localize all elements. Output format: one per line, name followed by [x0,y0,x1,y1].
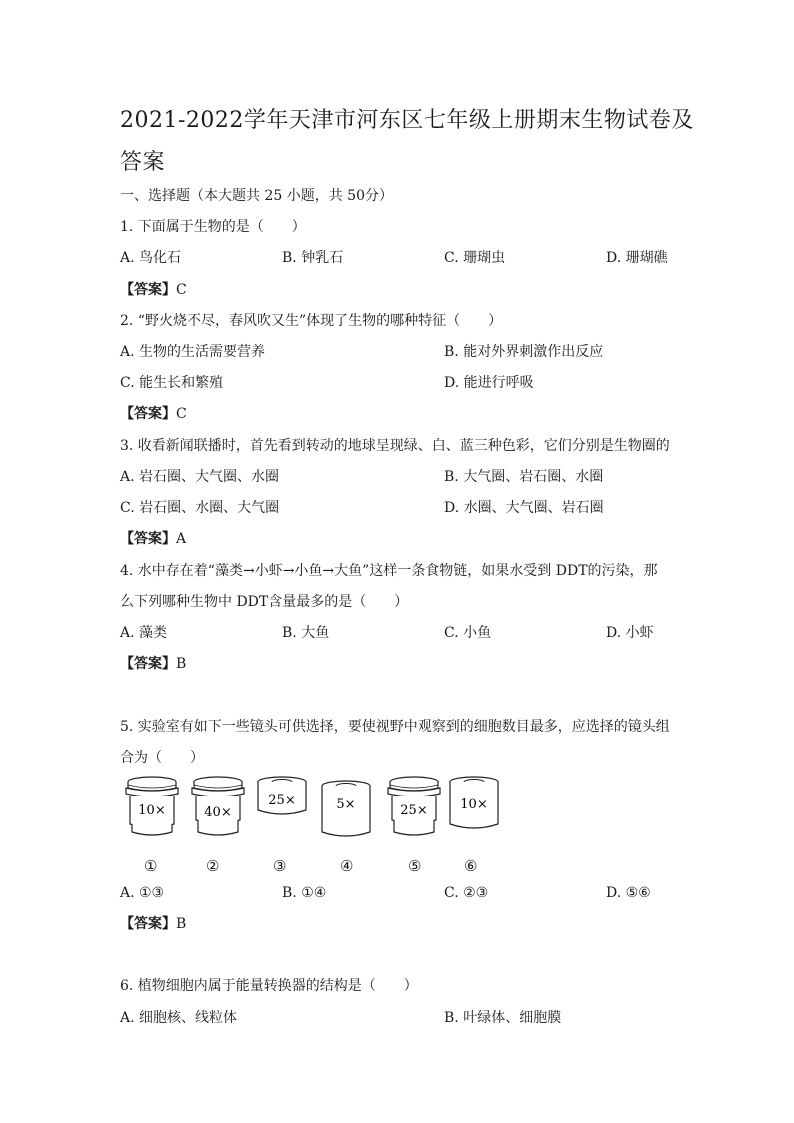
objective-lens-icon [254,774,310,822]
lens-number-4: ④ [340,857,354,875]
q3-option-b: B. 大气圈、岩石圈、水圈 [444,469,604,485]
document-title: 2021-2022学年天津市河东区七年级上册期末生物试卷及答案 [120,108,694,175]
q3-option-a: A. 岩石圈、大气圈、水圈 [120,469,280,485]
q3-answer-value: A [176,531,187,547]
q5-answer-value: B [176,916,187,932]
question-4-stem-cont: 么下列哪种生物中 DDT含量最多的是（ ） [120,594,409,610]
lens-6-label: 10× [460,797,488,812]
q4-option-c: C. 小鱼 [444,625,492,641]
answer-label: 【答案】 [120,406,176,422]
q5-option-b: B. ①④ [282,885,327,901]
question-5-stem: 5. 实验室有如下一些镜头可供选择，要使视野中观察到的细胞数目最多，应选择的镜头组 [120,719,670,735]
q5-option-d: D. ⑤⑥ [606,885,651,901]
q4-option-d: D. 小虾 [606,625,654,641]
objective-lens-icon [318,778,374,842]
q5-option-c: C. ②③ [444,885,489,901]
q2-answer-value: C [176,406,187,422]
section-heading: 一、选择题（本大题共 25 小题，共 50分） [120,188,393,204]
q1-option-c: C. 珊瑚虫 [444,250,506,266]
lens-number-2: ② [206,857,220,875]
objective-lens-icon [446,774,502,838]
q6-option-b: B. 叶绿体、细胞膜 [444,1010,562,1026]
answer-label: 【答案】 [120,282,176,298]
lens-number-1: ① [144,857,158,875]
lens-figure [118,774,518,844]
q2-option-b: B. 能对外界刺激作出反应 [444,344,604,360]
lens-number-5: ⑤ [408,857,422,875]
q4-answer-value: B [176,656,187,672]
lens-5-label: 25× [400,803,428,818]
lens-1-label: 10× [138,803,166,818]
q5-answer [120,914,186,934]
question-2-stem: 2. “野火烧不尽，春风吹又生”体现了生物的哪种特征（ ） [120,313,503,329]
q1-option-a: A. 鸟化石 [120,250,182,266]
q6-option-a: A. 细胞核、线粒体 [120,1010,238,1026]
lens-3-label: 25× [268,793,296,808]
lens-number-3: ③ [273,857,287,875]
q2-answer [120,404,187,424]
q3-option-c: C. 岩石圈、水圈、大气圈 [120,500,280,516]
q3-option-d: D. 水圈、大气圈、岩石圈 [444,500,604,516]
question-5-stem-cont: 合为（ ） [120,750,204,766]
q3-answer [120,529,186,549]
q2-option-d: D. 能进行呼吸 [444,375,534,391]
q1-option-b: B. 钟乳石 [282,250,344,266]
q1-answer [120,280,187,300]
question-6-stem: 6. 植物细胞内属于能量转换器的结构是（ ） [120,978,418,994]
q1-option-d: D. 珊瑚礁 [606,250,668,266]
answer-label: 【答案】 [120,656,176,672]
q4-answer [120,654,186,674]
q5-option-a: A. ①③ [120,885,165,901]
q2-option-a: A. 生物的生活需要营养 [120,344,266,360]
question-3-stem: 3. 收看新闻联播时，首先看到转动的地球呈现绿、白、蓝三种色彩，它们分别是生物圈的 [120,438,670,454]
eyepiece-lens-icon [122,774,182,838]
eyepiece-lens-icon [384,774,444,838]
q1-answer-value: C [176,282,187,298]
answer-label: 【答案】 [120,531,176,547]
lens-number-6: ⑥ [464,857,478,875]
q4-option-b: B. 大鱼 [282,625,330,641]
q2-option-c: C. 能生长和繁殖 [120,375,224,391]
lens-4-label: 5× [336,797,356,812]
lens-2-label: 40× [204,805,232,820]
question-4-stem: 4. 水中存在着“藻类→小虾→小鱼→大鱼”这样一条食物链，如果水受到 DDT的污染，那 [120,563,658,579]
answer-label: 【答案】 [120,916,176,932]
eyepiece-lens-icon [188,774,248,838]
q4-option-a: A. 藻类 [120,625,168,641]
question-1-stem: 1. 下面属于生物的是（ ） [120,219,306,235]
